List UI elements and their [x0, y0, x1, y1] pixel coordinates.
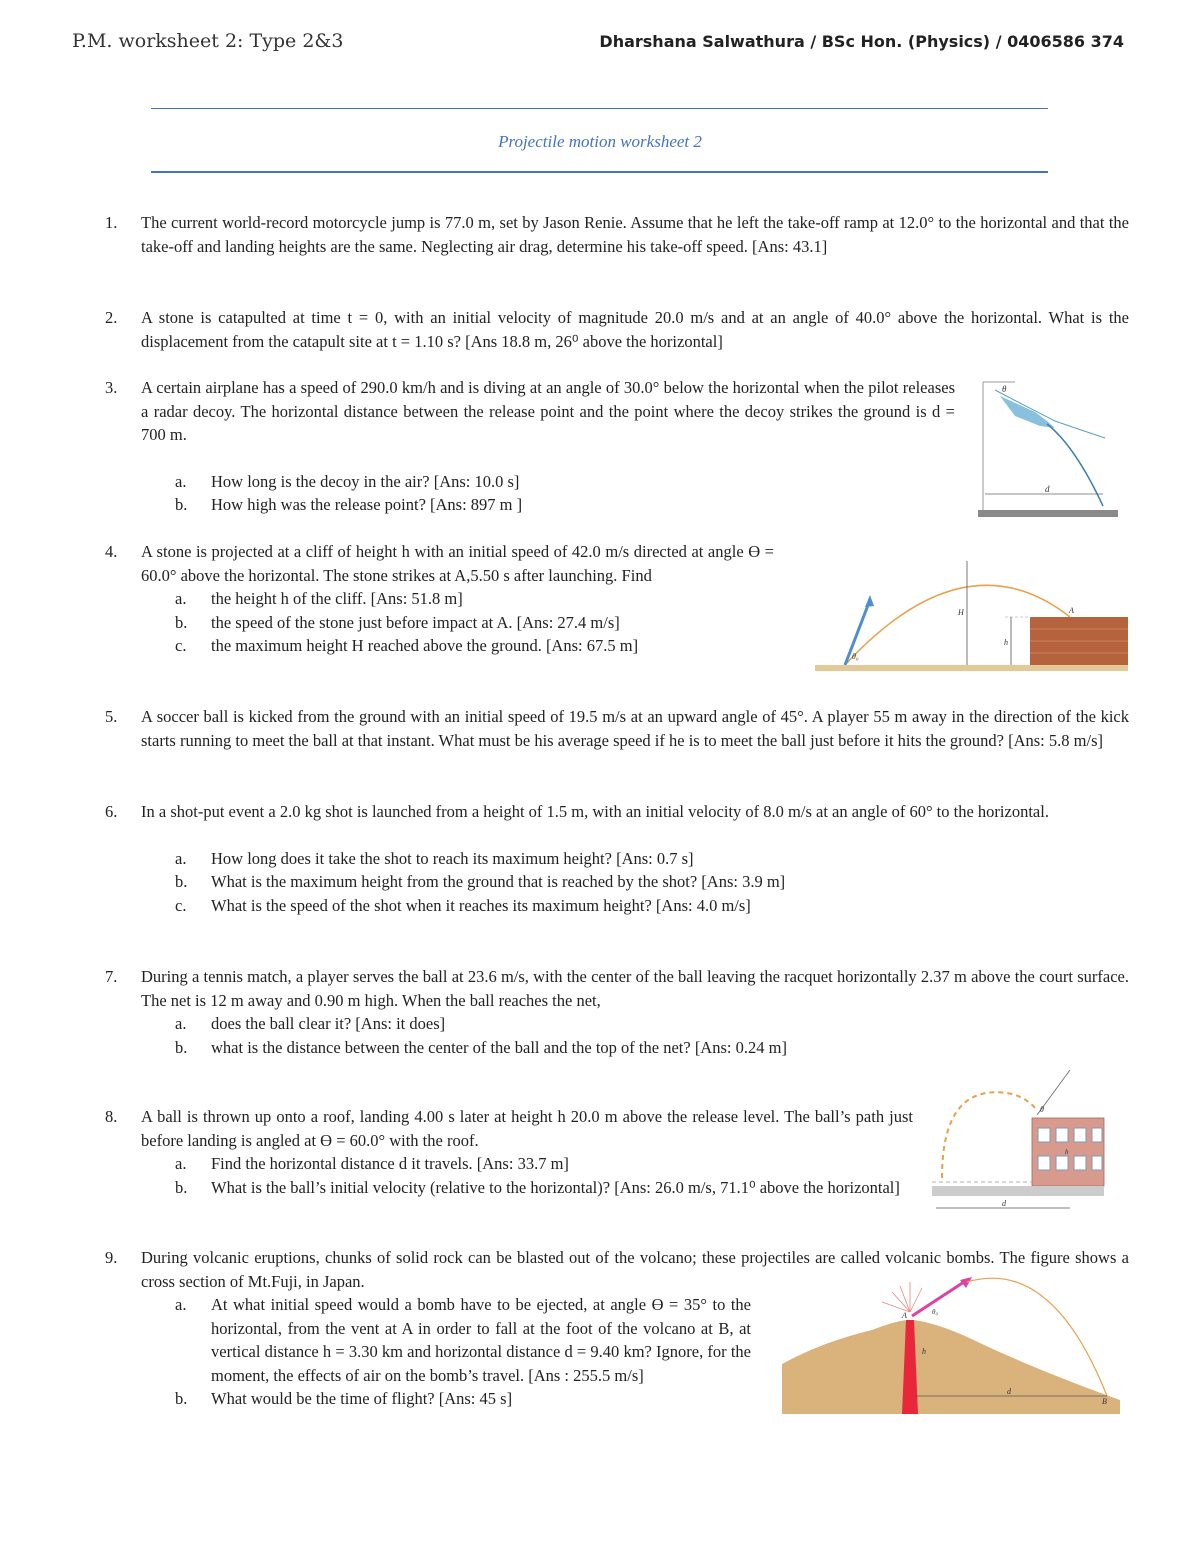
part-letter: a.	[175, 1295, 187, 1314]
theta-label: θ₀	[852, 652, 859, 661]
h-label: h	[1004, 638, 1008, 647]
question-part	[141, 1036, 1129, 1060]
part-text: How long does it take the shot to reach its maximum height? [Ans: 0.7 s]	[211, 848, 694, 868]
question-number: 3.	[105, 378, 118, 397]
part-text: what is the distance between the center of the ball and the top of the net? [Ans: 0.24 m]	[211, 1037, 787, 1057]
theta-label: θ	[1040, 1105, 1044, 1114]
part-text: How long is the decoy in the air? [Ans: 10.0 s]	[211, 471, 520, 491]
question-text: A stone is projected at a cliff of height h with an initial speed of 42.0 m/s directed at angle ϴ = 60.0° above the horizontal. The stone strikes at A,5.50 s after launching. Find	[141, 542, 774, 585]
question-9-parts	[141, 1293, 751, 1411]
question-part	[141, 493, 955, 517]
h-label: h	[922, 1347, 926, 1356]
plane-path	[995, 390, 1105, 438]
question-text: A ball is thrown up onto a roof, landing 4.00 s later at height h 20.0 m above the release level. The ball’s path just before landing is angled at ϴ = 60.0° with the roof.	[141, 1107, 913, 1150]
question-text: A certain airplane has a speed of 290.0 km/h and is diving at an angle of 30.0° below the horizontal when the pilot releases a radar decoy. The horizontal distance between the release point and the point where the decoy strikes the ground is d = 700 m.	[141, 378, 955, 444]
question-number: 4.	[105, 542, 118, 561]
question-number: 7.	[105, 967, 118, 986]
ground-slab	[932, 1186, 1104, 1196]
ground	[815, 665, 1128, 671]
question-text: During volcanic eruptions, chunks of solid rock can be blasted out of the volcano; these projectiles are called volcanic bombs. The figure shows a cross section of Mt.Fuji, in Japan.	[141, 1248, 1129, 1291]
arrow-head	[865, 595, 874, 607]
part-letter: a.	[175, 471, 187, 491]
part-letter: c.	[175, 636, 187, 655]
question-number: 1.	[105, 213, 118, 232]
question-7	[105, 965, 1129, 1059]
h-label: h	[1065, 1148, 1069, 1156]
question-part	[141, 634, 774, 658]
question-part	[141, 1387, 751, 1411]
header-right: Dharshana Salwathura / BSc Hon. (Physics) / 0406586 374	[599, 32, 1124, 51]
question-part	[141, 587, 774, 611]
question-2	[105, 306, 1129, 353]
volcano-body	[782, 1320, 1120, 1414]
title-rule-bottom	[151, 171, 1048, 173]
ball-trajectory	[942, 1092, 1037, 1178]
d-label: d	[1007, 1387, 1011, 1396]
question-3	[105, 376, 955, 517]
part-text: the maximum height H reached above the ground. [Ans: 67.5 m]	[211, 636, 639, 655]
question-text: The current world-record motorcycle jump is 77.0 m, set by Jason Renie. Assume that he left the take-off ramp at 12.0° to the horizontal and that the take-off and landing heights are the same. Neglecting air drag, determine his take-off speed. [Ans: 43.1]	[141, 213, 1129, 256]
A-label: A	[902, 1311, 907, 1320]
question-part	[141, 847, 1129, 871]
theta-label: θ₀	[932, 1308, 938, 1316]
eruption-spray	[882, 1282, 922, 1312]
question-6	[105, 800, 1129, 917]
question-number: 9.	[105, 1248, 118, 1267]
page-title: Projectile motion worksheet 2	[498, 132, 702, 151]
velocity-arrow	[912, 1280, 967, 1316]
question-part	[141, 1012, 1129, 1036]
part-text: What is the speed of the shot when it reaches its maximum height? [Ans: 4.0 m/s]	[211, 895, 751, 915]
part-letter: a.	[175, 848, 187, 868]
part-letter: b.	[175, 872, 188, 891]
airplane-shape	[1000, 396, 1055, 428]
question-number: 2.	[105, 308, 118, 327]
question-part	[141, 1152, 913, 1176]
question-text: A stone is catapulted at time t = 0, with an initial velocity of magnitude 20.0 m/s and at an angle of 40.0° above the horizontal. What is the displacement from the catapult site at t = 1.10 s? [Ans 18.8 m, 26⁰ above the horizontal]	[141, 308, 1129, 351]
part-text: What is the maximum height from the ground that is reached by the shot? [Ans: 3.9 m]	[211, 872, 786, 891]
A-label: A	[1069, 606, 1074, 615]
question-part	[141, 1293, 751, 1387]
part-text: Find the horizontal distance d it travels. [Ans: 33.7 m]	[211, 1154, 569, 1173]
part-letter: b.	[175, 1389, 188, 1408]
theta-label: θ	[1002, 384, 1007, 394]
figure-airplane-decoy	[975, 376, 1125, 521]
part-text: How high was the release point? [Ans: 897 m ]	[211, 495, 523, 514]
part-letter: b.	[175, 612, 188, 632]
part-text: What is the ball’s initial velocity (relative to the horizontal)? [Ans: 26.0 m/s, 71.1⁰ above the horizontal]	[211, 1177, 900, 1197]
question-part	[141, 870, 1129, 894]
question-text: During a tennis match, a player serves the ball at 23.6 m/s, with the center of the ball leaving the racquet horizontally 2.37 m above the court surface. The net is 12 m away and 0.90 m high. When the ball reaches the net,	[141, 967, 1129, 1010]
figure-roof-throw	[932, 1070, 1112, 1220]
figure-cliff-projectile	[815, 555, 1130, 675]
H-label: H	[958, 608, 964, 617]
part-letter: b.	[175, 495, 188, 514]
part-text: the speed of the stone just before impact at A. [Ans: 27.4 m/s]	[211, 612, 620, 632]
question-number: 8.	[105, 1107, 118, 1126]
part-text: the height h of the cliff. [Ans: 51.8 m]	[211, 589, 463, 608]
part-letter: b.	[175, 1037, 188, 1057]
part-letter: c.	[175, 895, 187, 915]
question-1	[105, 211, 1129, 258]
question-text: A soccer ball is kicked from the ground with an initial speed of 19.5 m/s at an upward angle of 45°. A player 55 m away in the direction of the kick starts running to meet the ball at that instant. What must be his average speed if he is to meet the ball just before it hits the ground? [Ans: 5.8 m/s]	[141, 707, 1129, 750]
question-part	[141, 894, 1129, 918]
part-letter: a.	[175, 589, 187, 608]
question-part	[141, 611, 774, 635]
question-part	[141, 1176, 913, 1200]
figure-volcano	[782, 1272, 1122, 1417]
part-letter: a.	[175, 1014, 187, 1033]
part-letter: a.	[175, 1154, 187, 1173]
question-text: In a shot-put event a 2.0 kg shot is launched from a height of 1.5 m, with an initial velocity of 8.0 m/s at an angle of 60° to the horizontal.	[141, 802, 1049, 821]
question-number: 5.	[105, 707, 118, 726]
header-left: P.M. worksheet 2: Type 2&3	[72, 30, 344, 52]
question-5	[105, 705, 1129, 752]
part-text: does the ball clear it? [Ans: it does]	[211, 1014, 446, 1033]
question-part	[141, 470, 955, 494]
B-label: B	[1102, 1397, 1107, 1406]
part-letter: b.	[175, 1177, 188, 1197]
part-text: What would be the time of flight? [Ans: 45 s]	[211, 1389, 513, 1408]
d-label: d	[1045, 484, 1050, 494]
question-8	[105, 1105, 913, 1199]
question-number: 6.	[105, 802, 118, 821]
ground	[978, 510, 1118, 517]
part-text: At what initial speed would a bomb have to be ejected, at angle ϴ = 35° to the horizontal, from the vent at A in order to fall at the foot of the volcano at B, at vertical distance h = 3.30 km and horizontal distance d = 9.40 km? Ignore, for the moment, the effects of air on the bomb’s travel. [Ans : 255.5 m/s]	[211, 1295, 751, 1385]
title-rule-top	[151, 108, 1048, 109]
d-label: d	[1002, 1199, 1006, 1208]
question-4	[105, 540, 774, 658]
